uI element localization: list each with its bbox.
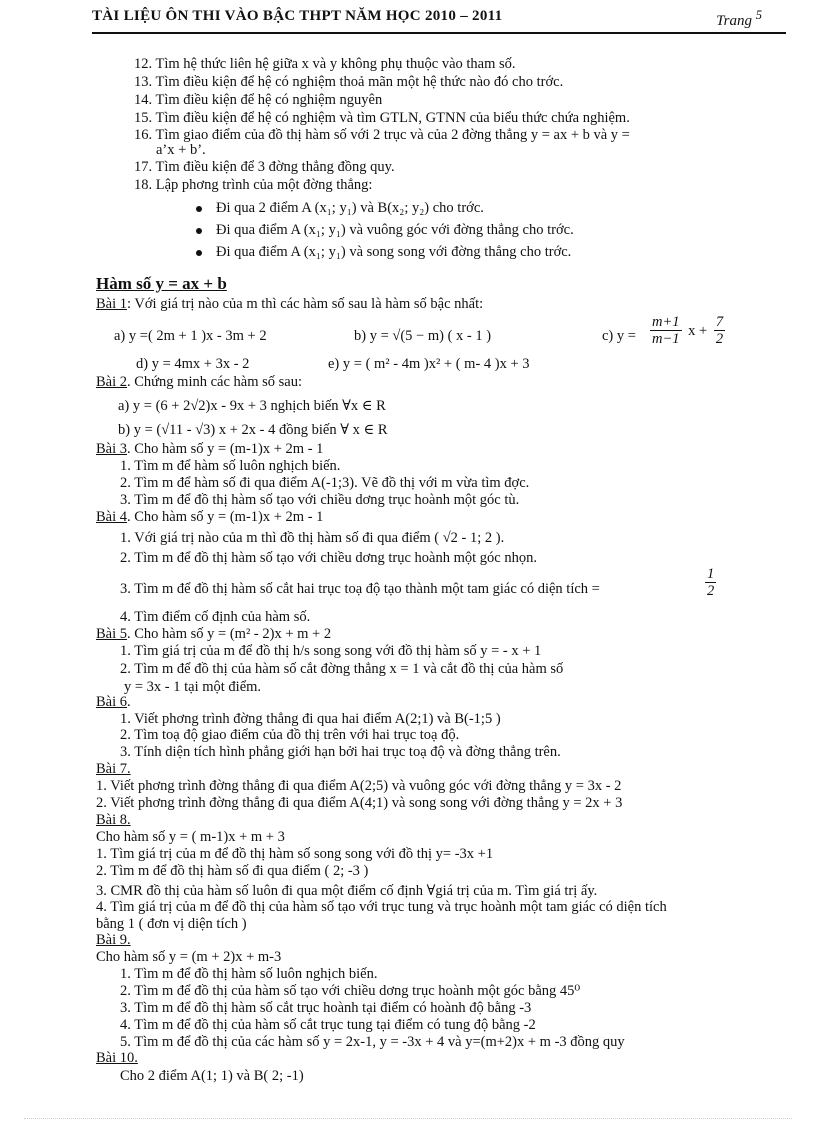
fraction-area: $\frac{1}{2}$ (707, 566, 715, 599)
text-line: Bài 1: Với giá trị nào của m thì các hàm số sau là hàm số bậc nhất: (96, 296, 484, 312)
text-line: 5. Tìm m để đồ thị của các hàm số y = 2x-1, y = -3x + 4 và y=(m+2)x + m -3 đồng quy (120, 1034, 625, 1050)
text-line: 2. Tìm toạ độ giao điểm của đồ thị trên với hai trục toạ độ. (120, 727, 460, 743)
header-title: TÀI LIỆU ÔN THI VÀO BẬC THPT NĂM HỌC 2010 – 2011 (92, 8, 503, 24)
text-line: 1. Viết phơng trình đờng thẳng đi qua hai điểm A(2;1) và B(-1;5 ) (120, 711, 501, 727)
text-line: Bài 3. Cho hàm số y = (m-1)x + 2m - 1 (96, 441, 324, 457)
text-line: Đi qua điểm A (x₁; y₁) và vuông góc với đờng thẳng cho trớc. (196, 222, 574, 238)
text-line: 4. Tìm điểm cố định của hàm số. (120, 609, 311, 625)
text-line: 2. Tìm m để hàm số đi qua điểm A(-1;3). Vẽ đồ thị với m vừa tìm đợc. (120, 475, 530, 491)
text-line: 17. Tìm điều kiện để 3 đờng thẳng đồng quy. (134, 159, 395, 175)
text-line: b) y = (√11 - √3) x + 2x - 4 đồng biến ∀ x ∈ R (118, 422, 388, 438)
text-line: Bài 7. (96, 761, 131, 777)
text-line: bằng 1 ( đơn vị diện tích ) (96, 916, 247, 932)
header-page-number: Trang $^5$ (716, 8, 762, 29)
text-line: y = 3x - 1 tại một điểm. (124, 679, 262, 695)
text-line: c) y = (602, 328, 636, 344)
text-line: 4. Tìm giá trị của m để đồ thị của hàm số tạo với trục tung và trục hoành một tam giác có diện tích (96, 899, 667, 915)
text-line: 13. Tìm điều kiện để hệ có nghiệm thoả mãn một hệ thức nào đó cho trớc. (134, 74, 564, 90)
text-line: a) y = (6 + 2√2)x - 9x + 3 nghịch biến ∀x ∈ R (118, 398, 386, 414)
text-line: d) y = 4mx + 3x - 2 (136, 356, 250, 372)
text-line: 2. Tìm m để đồ thị của hàm số tạo với chiều dơng trục hoành một góc bằng 45⁰ (120, 983, 581, 999)
text-line: 12. Tìm hệ thức liên hệ giữa x và y không phụ thuộc vào tham số. (134, 56, 516, 72)
text-line: a’x + b’. (156, 142, 206, 158)
text-line: Bài 4. Cho hàm số y = (m-1)x + 2m - 1 (96, 509, 324, 525)
text-line: 15. Tìm điều kiện để hệ có nghiệm và tìm GTLN, GTNN của biểu thức chứa nghiệm. (134, 110, 630, 126)
text-line: 3. Tìm m để đồ thị hàm số tạo với chiều dơng trục hoành một góc tù. (120, 492, 520, 508)
text-line: Hàm số y = ax + b (96, 274, 227, 293)
text-line: Bài 10. (96, 1050, 138, 1066)
text-line: 18. Lập phơng trình của một đờng thẳng: (134, 177, 373, 193)
text-line: 16. Tìm giao điểm của đồ thị hàm số với 2 trục và của 2 đờng thẳng y = ax + b và y = (134, 127, 630, 143)
text-line: Cho hàm số y = ( m-1)x + m + 3 (96, 829, 285, 845)
text-line: Đi qua 2 điểm A (x₁; y₁) và B(x₂; y₂) cho trớc. (196, 200, 484, 216)
text-line: 1. Tìm giá trị của m để đồ thị hàm số song song với đồ thị y= -3x +1 (96, 846, 494, 862)
fraction-c (650, 314, 725, 347)
text-line: 1. Tìm giá trị của m để đồ thị h/s song song với đồ thị hàm số y = - x + 1 (120, 643, 542, 659)
bullet-icon (196, 206, 202, 212)
bullet-icon (196, 228, 202, 234)
text-line: Đi qua điểm A (x₁; y₁) và song song với đờng thẳng cho trớc. (196, 244, 571, 260)
text-line: 14. Tìm điều kiện để hệ có nghiệm nguyên (134, 92, 383, 108)
text-line: 2. Tìm m để đồ thị hàm số đi qua điểm ( 2; -3 ) (96, 863, 369, 879)
text-line: 1. Tìm m để đồ thị hàm số luôn nghịch biến. (120, 966, 378, 982)
text-line: 4. Tìm m để đồ thị của hàm số cắt trục tung tại điểm có tung độ bằng -2 (120, 1017, 536, 1033)
text-line: 3. Tính diện tích hình phẳng giới hạn bởi hai trục toạ độ và đờng thẳng trên. (120, 744, 561, 760)
text-line: e) y = ( m² - 4m )x² + ( m- 4 )x + 3 (328, 356, 530, 372)
text-line: 1. Tìm m để hàm số luôn nghịch biến. (120, 458, 341, 474)
text-line: Bài 8. (96, 812, 131, 828)
text-line: Bài 6. (96, 694, 131, 710)
text-line: 3. Tìm m để đồ thị hàm số cắt trục hoành tại điểm có hoành độ bằng -3 (120, 1000, 532, 1016)
text-line: Cho 2 điểm A(1; 1) và B( 2; -1) (120, 1068, 304, 1084)
text-line: Bài 5. Cho hàm số y = (m² - 2)x + m + 2 (96, 626, 332, 642)
text-line: 2. Tìm m để đồ thị của hàm số cắt đờng thẳng x = 1 và cắt đồ thị của hàm số (120, 661, 564, 677)
fraction-c-second: $\frac{7}{2}$ (715, 314, 724, 347)
text-line: 2. Tìm m để đồ thị hàm số tạo với chiều dơng trục hoành một góc nhọn. (120, 550, 537, 566)
footer-divider (24, 1118, 792, 1119)
page-header (92, 8, 786, 34)
text-line: 2. Viết phơng trình đờng thẳng đi qua điểm A(4;1) và song song với đờng thẳng y = 2x + 3 (96, 795, 623, 811)
text-line: a) y =( 2m + 1 )x - 3m + 2 (114, 328, 267, 344)
bullet-icon (196, 250, 202, 256)
text-line: b) y = √(5 − m) ( x - 1 ) (354, 328, 492, 344)
fraction-c-mid: x + (688, 322, 708, 339)
text-line: Bài 9. (96, 932, 131, 948)
fraction-c-first: $\frac{m+1}{m-1}$ (652, 314, 680, 347)
text-line: 1. Viết phơng trình đờng thẳng đi qua điểm A(2;5) và vuông góc với đờng thẳng y = 3x - 2 (96, 778, 622, 794)
text-line: 3. CMR đồ thị của hàm số luôn đi qua một điểm cố định ∀giá trị của m. Tìm giá trị ấy. (96, 883, 598, 899)
text-line: Cho hàm số y = (m + 2)x + m-3 (96, 949, 282, 965)
text-line: Bài 2. Chứng minh các hàm số sau: (96, 374, 302, 390)
text-line: 1. Với giá trị nào của m thì đồ thị hàm số đi qua điểm ( √2 - 1; 2 ). (120, 530, 505, 546)
text-line: 3. Tìm m để đồ thị hàm số cắt hai trục toạ độ tạo thành một tam giác có diện tích = (120, 581, 600, 597)
